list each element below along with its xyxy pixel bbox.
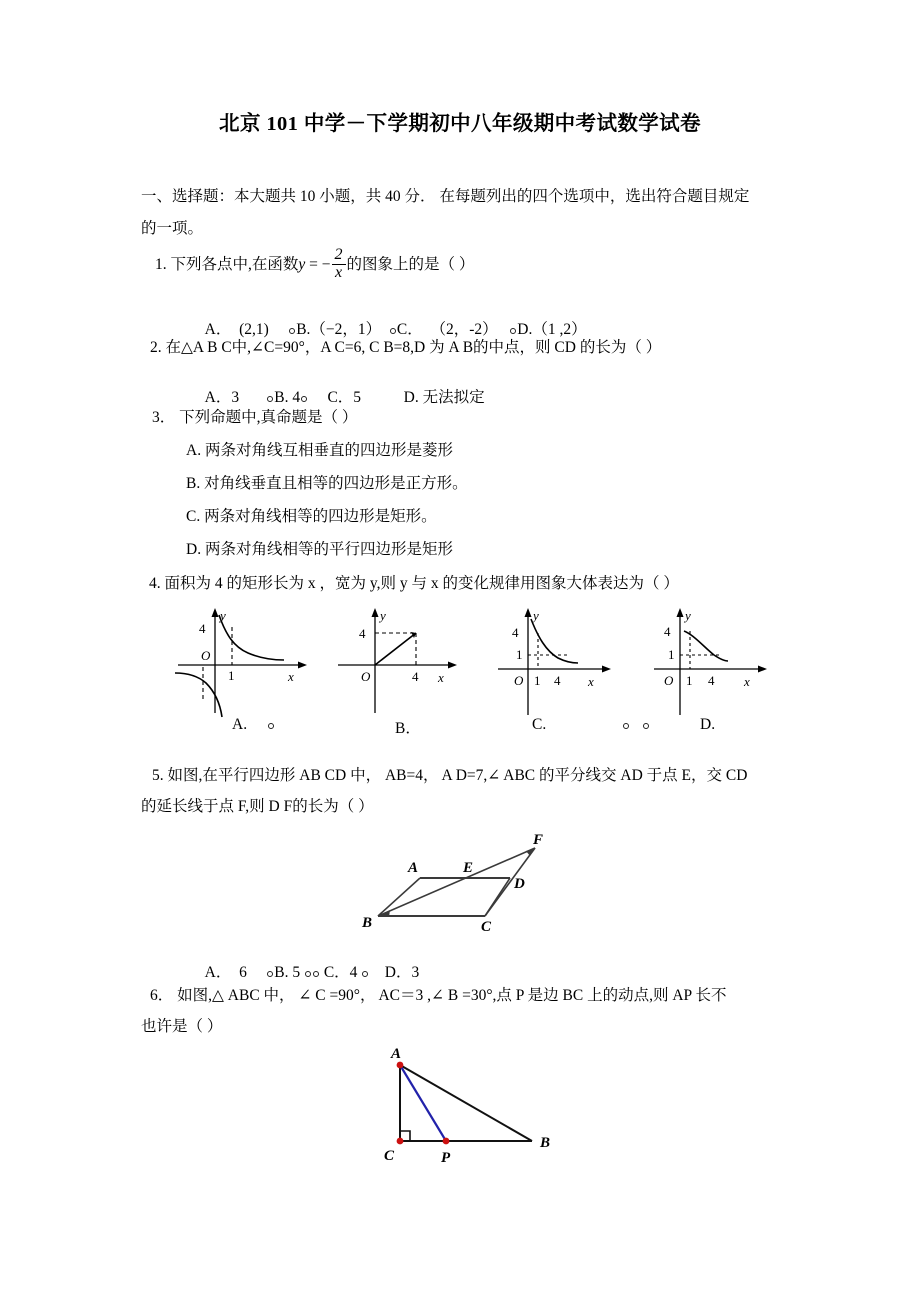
question-2-option-c: C．5 — [327, 389, 362, 406]
question-3-number: 3． — [152, 409, 176, 426]
question-1-equals: = − — [309, 255, 331, 273]
instructions-line-2: 的一项。 — [141, 220, 204, 237]
graph-a-label-four: 4 — [199, 621, 206, 636]
graph-a-svg — [170, 603, 320, 721]
triangle-label-c: C — [384, 1148, 395, 1164]
page-title: 北京 101 中学－下学期初中八年级期中考试数学试卷 — [219, 113, 701, 135]
question-5-number: 5. — [152, 767, 164, 784]
question-5-option-d: D．3 — [384, 964, 420, 981]
vertex-dot-a — [397, 1062, 404, 1069]
question-4-label-b: B． — [395, 720, 421, 737]
question-4-number: 4. — [149, 575, 161, 592]
question-4-label-a: A. — [232, 716, 248, 733]
graph-d-svg — [650, 603, 800, 721]
graph-a-label-x: x — [288, 669, 294, 684]
question-4-text: 面积为 4 的矩形长为 x ，宽为 y,则 y 与 x 的变化规律用图象大体表达为（ ） — [164, 575, 679, 592]
parallelogram-label-d: D — [514, 876, 525, 892]
graph-c-svg — [490, 603, 640, 721]
vertex-dot-p — [443, 1138, 450, 1145]
fraction-two-over-x — [332, 247, 346, 282]
parallelogram-label-f: F — [533, 832, 544, 848]
instructions-line-1: 一、选择题：本大题共 10 小题，共 40 分． 在每题列出的四个选项中，选出符合题目规定 — [141, 188, 750, 205]
scan-artifact-dot — [305, 971, 311, 977]
question-5-option-c: C．4 — [323, 964, 358, 981]
scan-artifact-dot — [313, 971, 319, 977]
triangle-label-a: A — [391, 1046, 402, 1062]
fraction-numerator: 2 — [334, 246, 343, 263]
graph-c-label-one-x: 1 — [534, 673, 541, 688]
graph-d-label-y: y — [685, 608, 691, 623]
segment-ap — [400, 1065, 446, 1141]
question-4-option-labels — [170, 716, 830, 742]
graph-b-label-x: x — [438, 670, 444, 685]
question-3 — [152, 402, 822, 433]
question-4 — [149, 568, 829, 599]
scan-artifact-dot — [267, 971, 273, 977]
graph-d-label-one-x: 1 — [686, 673, 693, 688]
question-1-number: 1. — [155, 255, 167, 273]
graph-b-label-four-x: 4 — [412, 669, 419, 684]
question-5-option-b: B. 5 — [274, 964, 301, 981]
question-2-text: 在△A B C中,∠C=90°，A C=6, C B=8,D 为 A B的中点，则 CD 的长为（ ） — [165, 339, 662, 356]
question-2-option-a: A．3 — [204, 389, 240, 406]
question-2 — [150, 332, 820, 363]
graph-d-label-x: x — [744, 674, 750, 689]
scan-artifact-dot — [268, 723, 274, 729]
question-1 — [155, 248, 815, 283]
question-4-graph-row — [170, 603, 820, 721]
question-5-line-2: 的延长线于点 F,则 D F的长为（ ） — [141, 798, 374, 815]
question-6-number: 6． — [150, 987, 174, 1004]
question-3-option-a: A. 两条对角线互相垂直的四边形是菱形 — [186, 442, 453, 459]
question-1-option-a: A． (2,1) — [204, 321, 269, 338]
question-1-variable-y: y — [298, 255, 306, 273]
graph-d-label-one-y: 1 — [668, 647, 675, 662]
graph-option-a — [170, 603, 320, 721]
scan-artifact-dot — [362, 971, 368, 977]
parallelogram-label-e: E — [463, 860, 474, 876]
graph-c-label-four-x: 4 — [554, 673, 561, 688]
question-3-option-d: D. 两条对角线相等的平行四边形是矩形 — [186, 541, 453, 558]
graph-d-label-origin: O — [664, 673, 674, 688]
question-5-option-a: A． 6 — [204, 964, 247, 981]
question-1-option-b: B.（−2，1） — [296, 321, 382, 338]
parallelogram-label-c: C — [481, 919, 492, 935]
question-2-option-d: D. 无法拟定 — [403, 389, 485, 406]
question-5-line-1: 如图,在平行四边形 AB CD 中， AB=4， A D=7,∠ ABC 的平分线交 AD 于点 E，交 CD — [167, 767, 748, 784]
parallelogram-label-a: A — [408, 860, 419, 876]
graph-d-label-four-y: 4 — [664, 624, 671, 639]
question-5-figure-parallelogram — [350, 828, 585, 943]
question-1-option-c: C． （2，-2） — [396, 321, 498, 338]
parallelogram-svg — [350, 828, 585, 943]
scan-artifact-dot — [643, 723, 649, 729]
question-2-option-b: B. 4 — [274, 389, 301, 406]
question-6-figure-triangle — [360, 1043, 585, 1178]
question-1-option-d: D.（1 ,2） — [517, 321, 587, 338]
graph-c-label-one-y: 1 — [516, 647, 523, 662]
triangle-label-p: P — [441, 1150, 451, 1166]
graph-a-label-origin: O — [201, 648, 211, 663]
graph-b-label-origin: O — [361, 669, 371, 684]
graph-a-label-one: 1 — [228, 668, 235, 683]
graph-b-label-four-y: 4 — [359, 626, 366, 641]
right-triangle-svg — [360, 1043, 585, 1178]
question-3-option-c: C. 两条对角线相等的四边形是矩形。 — [186, 508, 437, 525]
graph-option-b — [330, 603, 480, 721]
question-4-label-d: D. — [700, 716, 716, 733]
question-2-number: 2. — [150, 339, 162, 356]
scan-artifact-dot — [623, 723, 629, 729]
graph-b-label-y: y — [380, 608, 386, 623]
question-4-label-c: C. — [532, 716, 547, 733]
question-1-stem-after: 的图象上的是（ ） — [346, 255, 475, 273]
vertex-dot-c — [397, 1138, 404, 1145]
graph-d-label-four-x: 4 — [708, 673, 715, 688]
triangle-label-b: B — [540, 1135, 551, 1151]
question-1-stem-before: 下列各点中,在函数 — [170, 255, 299, 273]
graph-c-label-y: y — [533, 608, 539, 623]
question-6-line-2: 也许是（ ） — [141, 1018, 223, 1035]
section-instructions — [141, 181, 786, 245]
fraction-denominator: x — [332, 264, 346, 282]
question-6 — [150, 980, 830, 1011]
graph-c-label-x: x — [588, 674, 594, 689]
graph-c-label-four-y: 4 — [512, 625, 519, 640]
graph-option-d — [650, 603, 800, 721]
parallelogram-label-b: B — [362, 915, 373, 931]
graph-c-label-origin: O — [514, 673, 524, 688]
graph-option-c — [490, 603, 640, 721]
graph-a-label-y: y — [220, 608, 226, 623]
question-6-line-1: 如图,△ ABC 中， ∠ C =90°， AC＝3 ,∠ B =30°,点 P 是边 BC 上的动点,则 AP 长不 — [177, 987, 727, 1004]
question-3-option-b: B. 对角线垂直且相等的四边形是正方形。 — [186, 475, 468, 492]
question-5 — [152, 760, 822, 791]
question-3-text: 下列命题中,真命题是（ ） — [179, 409, 358, 426]
graph-b-svg — [330, 603, 480, 721]
